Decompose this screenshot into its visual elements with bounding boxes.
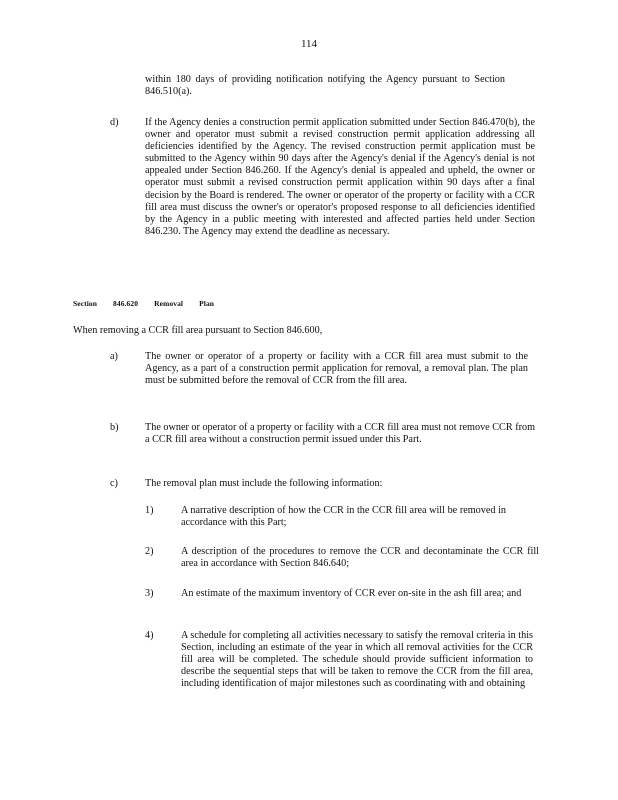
subitem-1-label: 1)	[145, 505, 154, 516]
item-a-label: a)	[110, 351, 118, 362]
section-heading	[73, 298, 228, 310]
item-d-label: d)	[110, 117, 119, 128]
section-heading-word: Section	[73, 299, 98, 308]
page-number: 114	[300, 38, 318, 50]
item-d-text: If the Agency denies a construction permit application submitted under Section 846.470(b), the owner and operator must submit a revised construction permit application addressing all deficiencies identified by the Agency. The revised construction permit application must be submitted to the Agency within 90 days after the Agency's denial if the Agency's denial is not appealed under Section 846.260. If the Agency's denial is appealed and upheld, the owner or operator must submit a revised construction permit application within 90 days after a final decision by the Board is rendered. The owner or operator of the property or facility with a CCR fill area must discuss the owner's or operator's proposed response to all deficiencies identified by the Agency in a public meeting with interested and affected parties held under Section 846.230. The Agency may extend the deadline as necessary.	[145, 117, 535, 237]
subitem-4-text: A schedule for completing all activities necessary to satisfy the removal criteria in this Section, including an estimate of the year in which all removal activities for the CCR fill area will be completed. The schedule should provide sufficient information to describe the sequential steps that will be taken to remove the CCR from the fill area, including identification of major milestones such as coordinating with and obtaining	[181, 630, 533, 690]
item-c-label: c)	[110, 478, 118, 489]
subitem-3-label: 3)	[145, 588, 154, 599]
subitem-4-label: 4)	[145, 630, 154, 641]
item-a-text: The owner or operator of a property or facility with a CCR fill area must submit to the Agency, as a part of a construction permit application for removal, a removal plan. The plan must be submitted before the removal of CCR from the fill area.	[145, 351, 528, 387]
section-heading-title-1: Removal	[154, 299, 184, 308]
section-heading-title-2: Plan	[199, 299, 215, 308]
subitem-1-text: A narrative description of how the CCR in the CCR fill area will be removed in accordance with this Part;	[181, 505, 506, 529]
item-b-text: The owner or operator of a property or facility with a CCR fill area must not remove CCR from a CCR fill area without a construction permit issued under this Part.	[145, 422, 535, 446]
continuation-paragraph: within 180 days of providing notification notifying the Agency pursuant to Section 846.510(a).	[145, 74, 505, 98]
subitem-3-text: An estimate of the maximum inventory of CCR ever on-site in the ash fill area; and	[181, 588, 522, 599]
subitem-2-label: 2)	[145, 546, 154, 557]
item-b-label: b)	[110, 422, 119, 433]
item-c-text: The removal plan must include the following information:	[145, 478, 383, 489]
intro-sentence: When removing a CCR fill area pursuant to Section 846.600,	[73, 325, 323, 336]
section-heading-number: 846.620	[113, 299, 139, 308]
subitem-2-text: A description of the procedures to remove the CCR and decontaminate the CCR fill area in accordance with Section 846.640;	[181, 546, 539, 570]
